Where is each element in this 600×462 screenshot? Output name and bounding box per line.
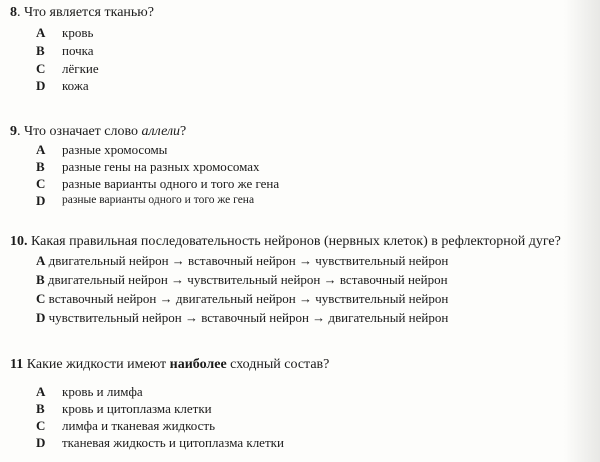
question-text: . Что является тканью?	[17, 5, 154, 20]
option-text: двигательный нейрон → чувствительный нейрон → вставочный нейрон	[47, 272, 448, 287]
option-letter: D	[36, 310, 46, 325]
question-11-title	[10, 357, 329, 373]
option-letter: A	[36, 384, 46, 399]
question-term: аллели	[141, 124, 181, 139]
option-text: лёгкие	[62, 61, 99, 76]
option-text: двигательный нейрон → вставочный нейрон → чувствительный нейрон	[48, 253, 449, 268]
option-letter: D	[36, 78, 46, 93]
question-emphasis: наиболее	[169, 357, 227, 372]
option-letter: B	[36, 272, 45, 287]
page-edge-shadow	[564, 0, 600, 462]
option-letter: C	[36, 291, 46, 306]
option-text: вставочный нейрон → двигательный нейрон → чувствительный нейрон	[48, 291, 449, 306]
option-text: кровь	[62, 25, 94, 40]
option-text: кровь и лимфа	[62, 384, 143, 399]
option-text: кожа	[62, 78, 89, 93]
option-text: тканевая жидкость и цитоплазма клетки	[62, 435, 284, 450]
question-text: Какая правильная последовательность нейронов (нервных клеток) в рефлекторной дуге?	[27, 234, 561, 249]
question-number: 10.	[10, 234, 28, 249]
option-text: разные хромосомы	[62, 142, 168, 157]
option-letter: B	[36, 43, 45, 58]
option-letter: A	[36, 25, 46, 40]
question-text: . Что означает слово	[17, 124, 142, 139]
option-text: почка	[62, 43, 94, 58]
option-letter: D	[36, 193, 46, 208]
option-letter: B	[36, 401, 45, 416]
option-letter: C	[36, 418, 46, 433]
option-text: разные варианты одного и того же гена	[62, 194, 255, 206]
question-10-title	[10, 234, 561, 250]
option-letter: C	[36, 176, 46, 191]
question-end: сходный состав?	[226, 357, 330, 372]
question-end: ?	[180, 124, 187, 139]
option-text: чувствительный нейрон → вставочный нейрон → двигательный нейрон	[48, 310, 449, 325]
option-text: разные гены на разных хромосомах	[62, 159, 260, 174]
question-9-title	[10, 124, 186, 140]
option-c[interactable]	[36, 291, 448, 306]
option-b[interactable]	[36, 272, 448, 287]
option-d[interactable]	[36, 310, 448, 325]
option-letter: A	[36, 142, 46, 157]
option-text: разные варианты одного и того же гена	[62, 176, 280, 191]
option-letter: A	[36, 253, 46, 268]
question-number: 8	[10, 5, 17, 20]
option-letter: D	[36, 435, 46, 450]
option-letter: B	[36, 159, 45, 174]
option-text: кровь и цитоплазма клетки	[62, 401, 212, 416]
question-text: Какие жидкости имеют	[23, 357, 170, 372]
question-number: 9	[10, 124, 17, 139]
option-letter: C	[36, 61, 46, 76]
question-number: 11	[10, 357, 24, 372]
option-text: лимфа и тканевая жидкость	[62, 418, 215, 433]
option-a[interactable]	[36, 253, 448, 268]
question-8-title	[10, 5, 154, 21]
